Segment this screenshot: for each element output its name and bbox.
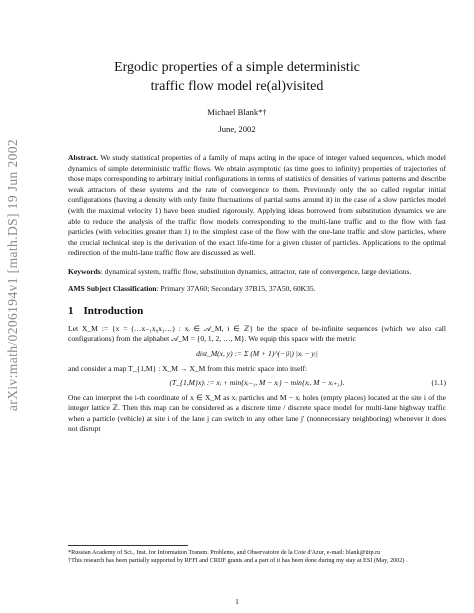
intro-paragraph-3: One can interpret the i-th coordinate of x ∈ X_M as xᵢ particles and M − xᵢ holes (empty places) located at the site i of the integer lattice ℤ. Then this map can be considered as a discrete time / discrete space model for multi-lane highway traffic when a particle (vehicle) at site i of the lane j can switch to any other lane j′ (nonnecessary neighboring) whenever it does not disrupt bbox=[68, 392, 446, 434]
ams-label: AMS Subject Classification bbox=[68, 283, 157, 293]
intro-paragraph-1: Let X_M := {x = (…x₋₁x₀x₁…) : xᵢ ∈ 𝒜_M, i ∈ ℤ} be the space of be-infinite sequences (which we also call configurations) from the alphabet 𝒜_M = {0, 1, 2, …, M}. We equip this space with the metric bbox=[68, 323, 446, 344]
footnotes bbox=[68, 545, 446, 565]
abstract-label: Abstract. bbox=[68, 153, 98, 162]
paper-title-line-1: Ergodic properties of a simple deterministic bbox=[114, 60, 360, 75]
keywords bbox=[68, 267, 446, 278]
intro-paragraph-2: and consider a map T_{1,M} : X_M → X_M from this metric space into itself: bbox=[68, 363, 308, 373]
equation-number: (1.1) bbox=[431, 378, 446, 388]
section-heading bbox=[68, 306, 446, 317]
footnote-2: †This research has been partially supported by RFFI and CRDF grants and a part of it has been done during my stay at ESI (May, 2002) . bbox=[68, 557, 408, 564]
arxiv-sidebar bbox=[0, 125, 28, 425]
keywords-text: : dynamical system, traffic flow, substitution dynamics, attractor, rate of convergence, large deviations. bbox=[100, 266, 412, 276]
footnote-1: *Russian Academy of Sci., Inst. for Information Transm. Problems, and Observatoire de la Cote d'Azur, e-mail: blank@iitp.ru bbox=[68, 549, 381, 556]
ams-classification bbox=[68, 284, 446, 295]
date: June, 2002 bbox=[218, 124, 256, 134]
arxiv-identifier: arXiv:math/0206194v1 [math.DS] 19 Jun 2002 bbox=[5, 138, 20, 412]
ams-text: : Primary 37A60; Secondary 37B15, 37A50, 60K35. bbox=[156, 283, 316, 293]
title-block bbox=[0, 58, 474, 134]
equation-metric-text: dist_M(x, y) := Σ (M + 1)^(−|i|) |xᵢ − yᵢ| bbox=[196, 348, 318, 358]
abstract-text: We study statistical properties of a family of maps acting in the space of integer valued sequences, which model dynamics of simple deterministic traffic flows. We obtain asymptotic (as time goes to infinity) properties of trajectories of those maps corresponding to arbitrary initial configurations in terms of statistics of densities of various patterns and describe weak attractors of these systems and the rate of convergence to them. Previously only the so called regular initial configurations (having a density with only finite fluctuations of partial sums around it) in the case of a slow particles model (with the maximal velocity 1) have been studied rigorously. Applying ideas borrowed from substitution dynamics we are able to reduce the analysis of the traffic flow models corresponding to the multi-lane traffic and to the flow with fast particles (with velocities greater than 1) to the simplest case of the flow with the one-lane traffic and slow particles, where the crucial technical step is the derivation of the exact life-time for a given cluster of particles. Applications to the optimal redirection of the multi-lane traffic flow are discussed as well. bbox=[68, 153, 446, 258]
footnote-rule bbox=[68, 545, 188, 546]
main-content bbox=[68, 153, 446, 435]
section-number: 1 bbox=[68, 305, 74, 318]
page-number: 1 bbox=[235, 597, 239, 606]
abstract bbox=[68, 153, 446, 259]
equation-map bbox=[68, 378, 446, 389]
section-title: Introduction bbox=[83, 305, 144, 318]
equation-map-text: (T_{1,M}x)ᵢ := xᵢ + min{xᵢ₋₁, M − xᵢ} − min{xᵢ, M − xᵢ₊₁}. bbox=[169, 378, 345, 388]
equation-metric bbox=[68, 349, 446, 360]
paper-title-line-2: traffic flow model re(al)visited bbox=[150, 79, 324, 94]
author: Michael Blank*† bbox=[207, 107, 267, 117]
keywords-label: Keywords bbox=[68, 266, 101, 276]
